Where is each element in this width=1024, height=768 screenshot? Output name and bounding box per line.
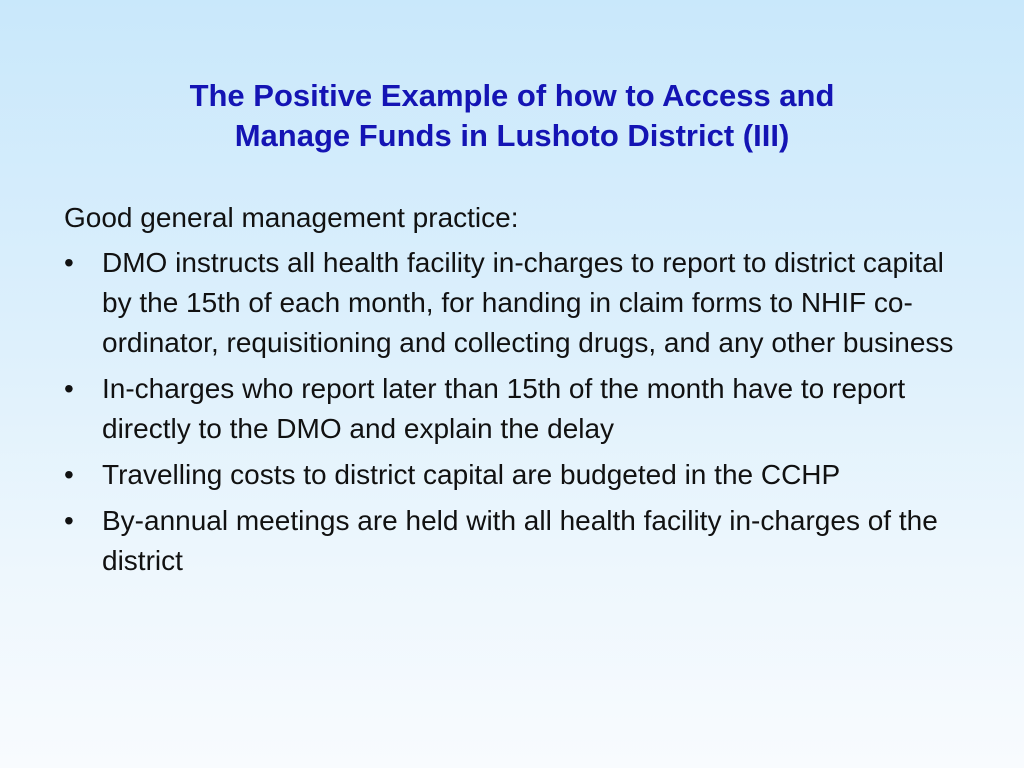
bullet-icon: •	[64, 247, 74, 278]
bullet-item-meetings	[64, 501, 964, 581]
bullet-icon: •	[64, 373, 74, 404]
slide-title	[60, 76, 964, 156]
bullet-list	[64, 243, 964, 581]
bullet-item-report-deadline	[64, 243, 964, 363]
slide-title-line-1: The Positive Example of how to Access and	[189, 78, 835, 113]
intro-text: Good general management practice:	[64, 202, 519, 233]
bullet-item-travel-costs	[64, 455, 964, 495]
bullet-text: DMO instructs all health facility in-charges to report to district capital by the 15th of each month, for handing in claim forms to NHIF co-ordinator, requisitioning and collecting drugs, and any other business	[102, 247, 954, 358]
slide-body	[64, 198, 964, 587]
bullet-icon: •	[64, 459, 74, 490]
slide-title-line-2: Manage Funds in Lushoto District (III)	[234, 118, 790, 153]
bullet-text: Travelling costs to district capital are budgeted in the CCHP	[102, 459, 841, 490]
bullet-item-late-reporting	[64, 369, 964, 449]
bullet-text: By-annual meetings are held with all health facility in-charges of the district	[102, 505, 938, 576]
bullet-icon: •	[64, 505, 74, 536]
bullet-text: In-charges who report later than 15th of the month have to report directly to the DMO and explain the delay	[102, 373, 906, 444]
